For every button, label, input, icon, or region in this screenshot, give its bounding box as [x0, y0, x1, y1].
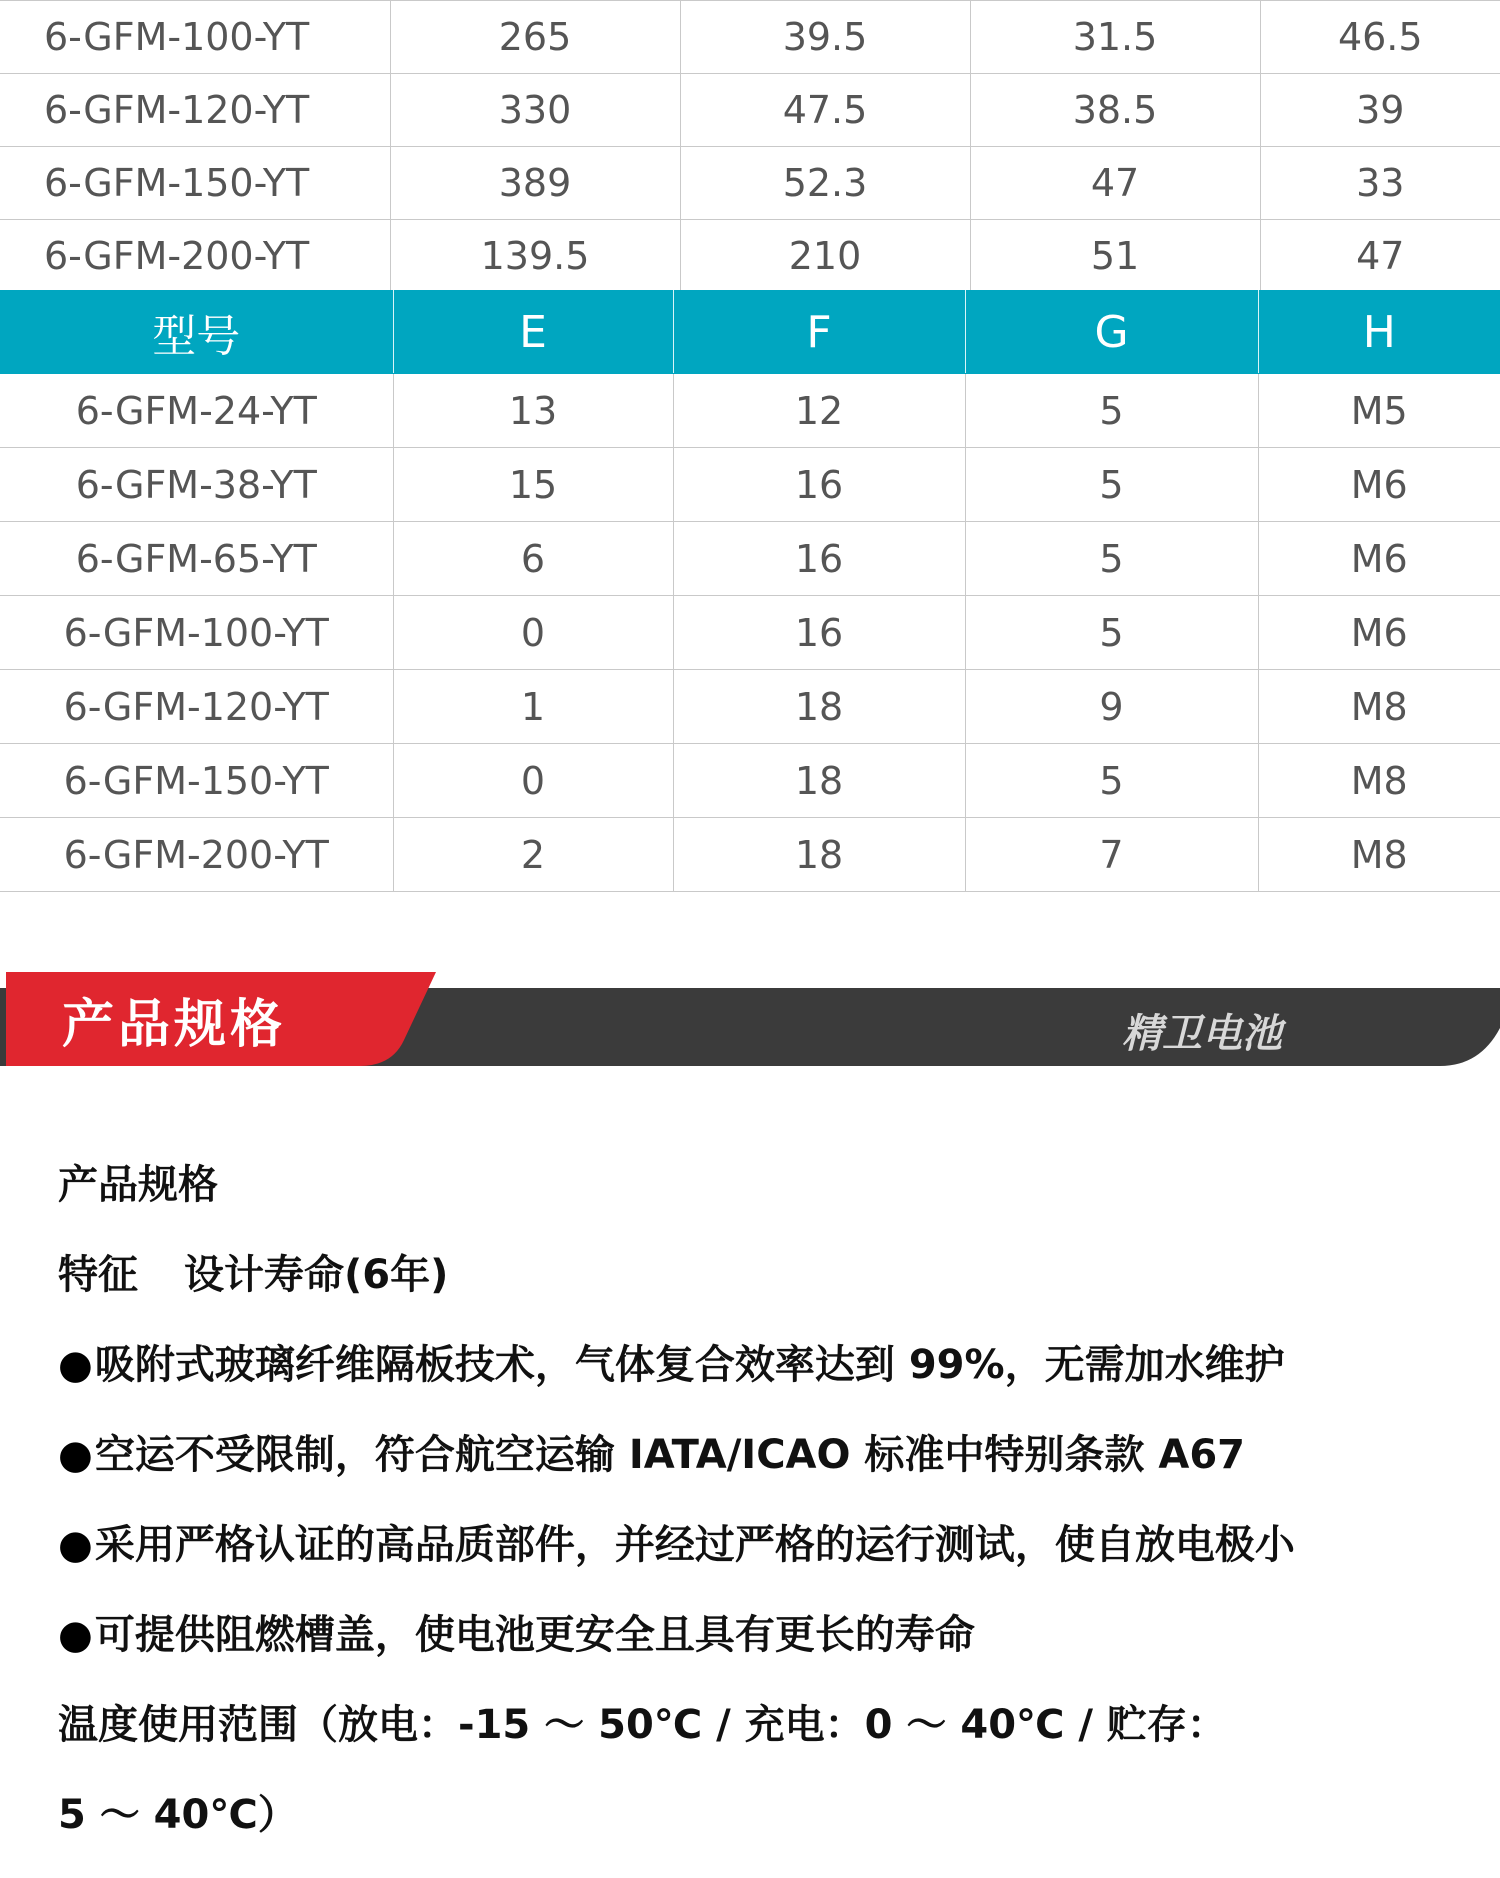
temperature-line-2: 5 ～ 40℃） — [58, 1792, 298, 1838]
table-row — [0, 448, 1500, 522]
value-cell: 39 — [1260, 74, 1500, 147]
bullet-text: 采用严格认证的高品质部件，并经过严格的运行测试，使自放电极小 — [94, 1522, 1295, 1568]
feature-value: 设计寿命(6年) — [184, 1252, 449, 1298]
bullet-text: 吸附式玻璃纤维隔板技术，气体复合效率达到 99%，无需加水维护 — [94, 1342, 1285, 1388]
value-cell: 16 — [673, 522, 965, 596]
value-cell: 265 — [390, 1, 680, 74]
value-cell: 47 — [970, 147, 1260, 220]
value-cell: 7 — [965, 818, 1258, 892]
model-cell: 6-GFM-100-YT — [0, 596, 393, 670]
value-cell: 5 — [965, 596, 1258, 670]
bullet-icon: ● — [58, 1612, 93, 1658]
section-banner — [0, 970, 1500, 1070]
header-h: H — [1258, 291, 1500, 374]
value-cell: 13 — [393, 374, 673, 448]
table-row — [0, 818, 1500, 892]
value-cell: 1 — [393, 670, 673, 744]
table-bottom-body — [0, 374, 1500, 892]
table-row — [0, 670, 1500, 744]
dimension-table-bottom — [0, 290, 1500, 892]
table-row — [0, 522, 1500, 596]
value-cell: 0 — [393, 596, 673, 670]
header-g: G — [965, 291, 1258, 374]
bullet-text: 空运不受限制，符合航空运输 IATA/ICAO 标准中特别条款 A67 — [94, 1432, 1245, 1478]
bullet-text: 可提供阻燃槽盖，使电池更安全且具有更长的寿命 — [94, 1612, 975, 1658]
value-cell: 12 — [673, 374, 965, 448]
bullet-icon: ● — [58, 1342, 93, 1388]
value-cell: 38.5 — [970, 74, 1260, 147]
table-row — [0, 74, 1500, 147]
spec-section — [58, 1140, 1498, 1860]
value-cell: 18 — [673, 818, 965, 892]
model-cell: 6-GFM-150-YT — [0, 744, 393, 818]
value-cell: M6 — [1258, 448, 1500, 522]
value-cell: 16 — [673, 596, 965, 670]
brand-name: 精卫电池 — [1122, 1011, 1282, 1057]
value-cell: M6 — [1258, 522, 1500, 596]
table-row — [0, 374, 1500, 448]
value-cell: 31.5 — [970, 1, 1260, 74]
table-row — [0, 744, 1500, 818]
value-cell: 5 — [965, 374, 1258, 448]
header-e: E — [393, 291, 673, 374]
model-cell: 6-GFM-24-YT — [0, 374, 393, 448]
table-row — [0, 147, 1500, 220]
model-cell: 6-GFM-200-YT — [0, 220, 390, 293]
value-cell: 9 — [965, 670, 1258, 744]
model-cell: 6-GFM-150-YT — [0, 147, 390, 220]
header-f: F — [673, 291, 965, 374]
value-cell: 52.3 — [680, 147, 970, 220]
value-cell: 5 — [965, 448, 1258, 522]
model-cell: 6-GFM-120-YT — [0, 74, 390, 147]
table-row — [0, 596, 1500, 670]
value-cell: 47.5 — [680, 74, 970, 147]
table-header-row — [0, 291, 1500, 374]
bullet-item — [58, 1410, 1498, 1500]
value-cell: M6 — [1258, 596, 1500, 670]
value-cell: 39.5 — [680, 1, 970, 74]
model-cell: 6-GFM-65-YT — [0, 522, 393, 596]
value-cell: 210 — [680, 220, 970, 293]
bullet-item — [58, 1320, 1498, 1410]
value-cell: 0 — [393, 744, 673, 818]
banner-title: 产品规格 — [62, 995, 287, 1055]
feature-line — [58, 1230, 1498, 1320]
spec-heading: 产品规格 — [58, 1162, 218, 1208]
bullet-item — [58, 1500, 1498, 1590]
value-cell: 16 — [673, 448, 965, 522]
value-cell: M5 — [1258, 374, 1500, 448]
table-row — [0, 1, 1500, 74]
value-cell: 6 — [393, 522, 673, 596]
model-cell: 6-GFM-200-YT — [0, 818, 393, 892]
feature-label: 特征 — [58, 1252, 138, 1298]
bullet-item — [58, 1590, 1498, 1680]
value-cell: 5 — [965, 522, 1258, 596]
bullet-icon: ● — [58, 1432, 93, 1478]
value-cell: 139.5 — [390, 220, 680, 293]
header-model: 型号 — [0, 291, 393, 374]
value-cell: M8 — [1258, 818, 1500, 892]
value-cell: 51 — [970, 220, 1260, 293]
value-cell: 46.5 — [1260, 1, 1500, 74]
model-cell: 6-GFM-38-YT — [0, 448, 393, 522]
value-cell: 33 — [1260, 147, 1500, 220]
value-cell: 47 — [1260, 220, 1500, 293]
value-cell: M8 — [1258, 670, 1500, 744]
value-cell: 15 — [393, 448, 673, 522]
value-cell: 389 — [390, 147, 680, 220]
value-cell: 2 — [393, 818, 673, 892]
value-cell: 18 — [673, 670, 965, 744]
bullet-icon: ● — [58, 1522, 93, 1568]
value-cell: 18 — [673, 744, 965, 818]
table-row — [0, 220, 1500, 293]
value-cell: 330 — [390, 74, 680, 147]
model-cell: 6-GFM-120-YT — [0, 670, 393, 744]
table-top-body — [0, 1, 1500, 293]
model-cell: 6-GFM-100-YT — [0, 1, 390, 74]
dimension-table-top — [0, 0, 1500, 293]
temperature-line-1: 温度使用范围（放电：-15 ～ 50℃ / 充电：0 ～ 40℃ / 贮存： — [58, 1702, 1227, 1748]
value-cell: M8 — [1258, 744, 1500, 818]
value-cell: 5 — [965, 744, 1258, 818]
